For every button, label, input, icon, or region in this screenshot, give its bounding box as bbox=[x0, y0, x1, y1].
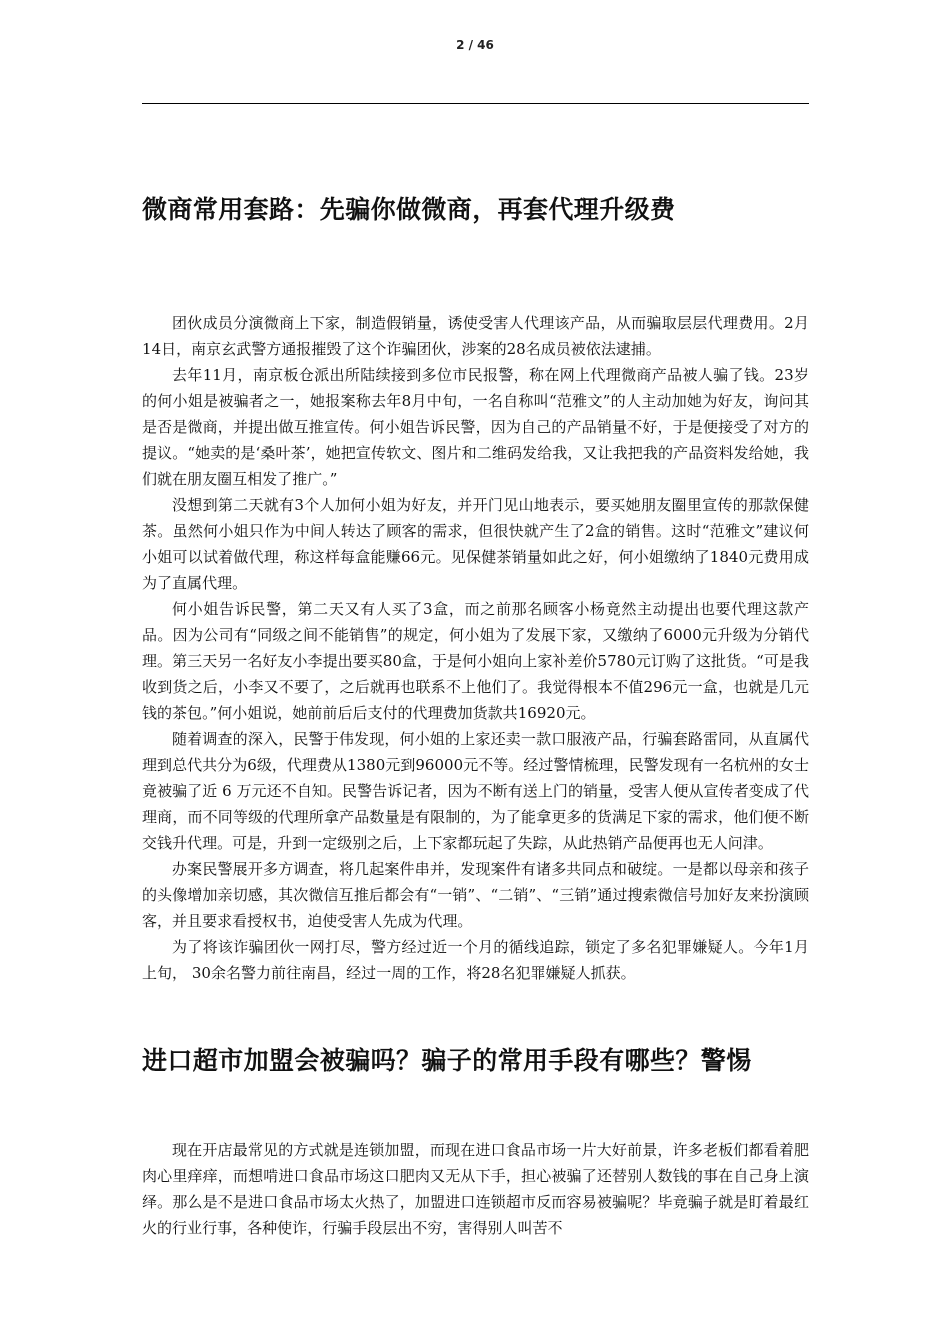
section-1-paragraph: 为了将该诈骗团伙一网打尽，警方经过近一个月的循线追踪，锁定了多名犯罪嫌疑人。今年1月上旬， 30余名警力前往南昌，经过一周的工作，将28名犯罪嫌疑人抓获。 bbox=[142, 938, 809, 982]
section-1-paragraph: 办案民警展开多方调查，将几起案件串并，发现案件有诸多共同点和破绽。一是都以母亲和孩子的头像增加亲切感，其次微信互推后都会有“一销”、“二销”、“三销”通过搜索微信号加好友来扮演顾客，并且要求看授权书，迫使受害人先成为代理。 bbox=[142, 860, 809, 930]
section-1-paragraph: 团伙成员分演微商上下家，制造假销量，诱使受害人代理该产品，从而骗取层层代理费用。2月14日，南京玄武警方通报摧毁了这个诈骗团伙，涉案的28名成员被依法逮捕。 bbox=[142, 314, 809, 358]
section-2-paragraph: 现在开店最常见的方式就是连锁加盟，而现在进口食品市场一片大好前景，许多老板们都看着肥肉心里痒痒，而想啃进口食品市场这口肥肉又无从下手，担心被骗了还替别人数钱的事在自己身上演绎。那么是不是进口食品市场太火热了，加盟进口连锁超市反而容易被骗呢？毕竟骗子就是盯着最红火的行业行事，各种使诈，行骗手段层出不穷，害得别人叫苦不 bbox=[142, 1141, 809, 1237]
section-1-title: 微商常用套路：先骗你做微商，再套代理升级费 bbox=[142, 195, 676, 224]
section-1-paragraph: 没想到第二天就有3个人加何小姐为好友，并开门见山地表示，要买她朋友圈里宣传的那款保健茶。虽然何小姐只作为中间人转达了顾客的需求，但很快就产生了2盒的销售。这时“范雅文”建议何小姐可以试着做代理，称这样每盒能赚66元。见保健茶销量如此之好，何小姐缴纳了1840元费用成为了直属代理。 bbox=[142, 496, 809, 592]
header-divider bbox=[142, 103, 809, 104]
section-2-title: 进口超市加盟会被骗吗？骗子的常用手段有哪些？警惕 bbox=[142, 1046, 752, 1075]
section-1-paragraph: 何小姐告诉民警，第二天又有人买了3盒，而之前那名顾客小杨竟然主动提出也要代理这款产品。因为公司有“同级之间不能销售”的规定，何小姐为了发展下家，又缴纳了6000元升级为分销代理。第三天另一名好友小李提出要买80盒，于是何小姐向上家补差价5780元订购了这批货。“可是我收到货之后，小李又不要了，之后就再也联系不上他们了。我觉得根本不值296元一盒，也就是几元钱的茶包。”何小姐说，她前前后后支付的代理费加货款共16920元。 bbox=[142, 600, 809, 722]
section-1-paragraph: 去年11月，南京板仓派出所陆续接到多位市民报警，称在网上代理微商产品被人骗了钱。23岁的何小姐是被骗者之一，她报案称去年8月中旬，一名自称叫“范雅文”的人主动加她为好友，询问其是否是微商，并提出做互推宣传。何小姐告诉民警，因为自己的产品销量不好，于是便接受了对方的提议。“她卖的是‘桑叶茶’，她把宣传软文、图片和二维码发给我，又让我把我的产品资料发给她，我们就在朋友圈互相发了推广。” bbox=[142, 366, 809, 488]
page-number: 2 / 46 bbox=[456, 38, 494, 52]
document-body bbox=[142, 190, 809, 1241]
section-1-paragraph: 随着调查的深入，民警于伟发现，何小姐的上家还卖一款口服液产品，行骗套路雷同，从直属代理到总代共分为6级，代理费从1380元到96000元不等。经过警情梳理，民警发现有一名杭州的女士竟被骗了近 6 万元还不自知。民警告诉记者，因为不断有送上门的销量，受害人便从宣传者变成了代理商，而不同等级的代理所拿产品数量是有限制的，为了能拿更多的货满足下家的需求，他们便不断交钱升代理。可是，升到一定级别之后，上下家都玩起了失踪，从此热销产品便再也无人问津。 bbox=[142, 730, 809, 852]
